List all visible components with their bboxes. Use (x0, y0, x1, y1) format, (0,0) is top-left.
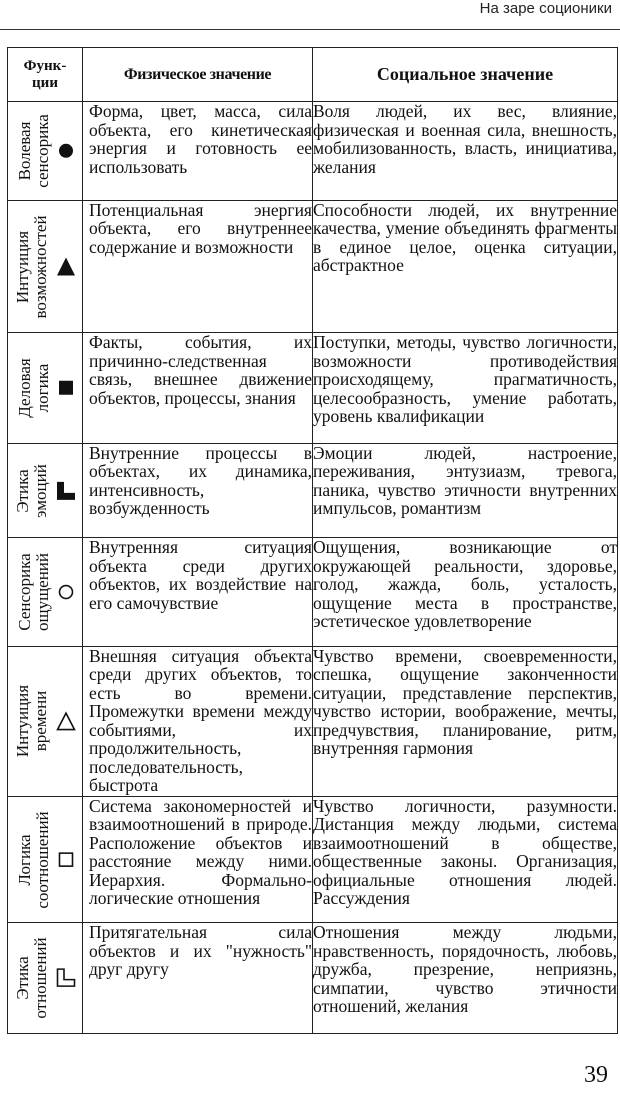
physical-meaning-cell: Внешняя ситуация объекта среди других объектов, то есть во времени. Промежутки времени между событиями, их продолжительность, последовательность, быстрота (83, 646, 313, 796)
function-name: времени (31, 691, 50, 752)
function-name: Логика (15, 833, 34, 886)
table-row (8, 923, 618, 1034)
function-name: Деловая (15, 358, 34, 418)
physical-meaning-cell: Факты, события, их причинно-следственная связь, внешнее движение объектов, процессы, знания (83, 333, 313, 444)
physical-meaning-cell: Внутренние процессы в объектах, их динамика, интенсивность, возбужденность (83, 443, 313, 537)
table-row (8, 443, 618, 537)
outline-corner-icon (56, 968, 76, 988)
social-meaning-cell: Отношения между людьми, нравственность, порядочность, любовь, дружба, презрение, неприязнь, симпатии, чувство этичности отношений, желания (313, 923, 618, 1034)
social-meaning-cell: Чувство времени, своевременности, спешка, ощущение законченности ситуации, представление перспектив, чувство истории, воображение, мечты, предчувствия, планирование, ритм, внутренняя гармония (313, 646, 618, 796)
function-name: ощущений (33, 553, 52, 632)
filled-corner-icon (56, 481, 76, 501)
outline-triangle-icon (56, 711, 76, 731)
function-name: Этика (13, 956, 32, 1000)
functions-table (7, 47, 618, 1034)
social-meaning-cell: Способности людей, их внутренние качества, умение объединять фрагменты в единое целое, оценка ситуации, абстрактное (313, 200, 618, 333)
social-meaning-cell: Поступки, методы, чувство логичности, возможности противодействия происходящему, прагматичность, целесообразность, умение работать, уровень квалификации (313, 333, 618, 444)
function-name: возможностей (31, 215, 50, 319)
header-physical: Физическое значение (83, 48, 313, 102)
social-meaning-cell: Ощущения, возникающие от окружающей реальности, здоровье, голод, жажда, боль, усталость, ощущение места в пространстве, эстетическое удовлетворение (313, 538, 618, 647)
outline-square-icon (58, 852, 74, 868)
function-cell (8, 538, 83, 647)
function-name: Волевая (15, 121, 34, 181)
function-name: Интуиция (13, 230, 32, 303)
header-functions: Функ- ции (8, 48, 83, 102)
social-meaning-cell: Воля людей, их вес, влияние, физическая и военная сила, внешность, мобилизованность, власть, инициатива, желания (313, 102, 618, 200)
table-row (8, 200, 618, 333)
physical-meaning-cell: Форма, цвет, масса, сила объекта, его кинетическая энергия и готовность ее использовать (83, 102, 313, 200)
function-cell (8, 443, 83, 537)
filled-square-icon (58, 380, 74, 396)
function-name: сенсорика (33, 114, 52, 188)
filled-circle-icon (58, 143, 74, 159)
social-meaning-cell: Эмоции людей, настроение, переживания, энтузиазм, тревога, паника, чувство этичности внутренних импульсов, романтизм (313, 443, 618, 537)
table-row (8, 333, 618, 444)
filled-triangle-icon (56, 257, 76, 277)
function-name: Интуиция (13, 685, 32, 758)
header-social: Социальное значение (313, 48, 618, 102)
function-name: отношений (31, 937, 50, 1019)
function-name: Этика (13, 469, 32, 513)
function-name: соотношений (33, 810, 52, 909)
physical-meaning-cell: Потенциальная энергия объекта, его внутреннее содержание и возможности (83, 200, 313, 333)
physical-meaning-cell: Система закономерностей и взаимоотношений в природе. Расположение объектов и расстояние между ними. Иерархия. Формально-логические отношения (83, 796, 313, 923)
table-row (8, 796, 618, 923)
running-header: На заре соционики (479, 0, 612, 17)
physical-meaning-cell: Притягательная сила объектов и их "нужность" друг другу (83, 923, 313, 1034)
table-header-row (8, 48, 618, 102)
table-row (8, 102, 618, 200)
function-cell (8, 200, 83, 333)
function-name: Сенсорика (15, 553, 34, 631)
function-cell (8, 923, 83, 1034)
function-cell (8, 102, 83, 200)
function-cell (8, 646, 83, 796)
social-meaning-cell: Чувство логичности, разумности. Дистанция между людьми, система взаимоотношений в обществе, общественные законы. Организация, официальные отношения людей. Рассуждения (313, 796, 618, 923)
table-row (8, 646, 618, 796)
function-cell (8, 333, 83, 444)
header-rule (0, 29, 620, 30)
page-number: 39 (584, 1062, 608, 1088)
function-name: эмоций (31, 463, 50, 518)
function-name: логика (33, 363, 52, 413)
function-cell (8, 796, 83, 923)
physical-meaning-cell: Внутренняя ситуация объекта среди других объектов, их воздействие на его самочувствие (83, 538, 313, 647)
table-row (8, 538, 618, 647)
outline-circle-icon (58, 584, 74, 600)
